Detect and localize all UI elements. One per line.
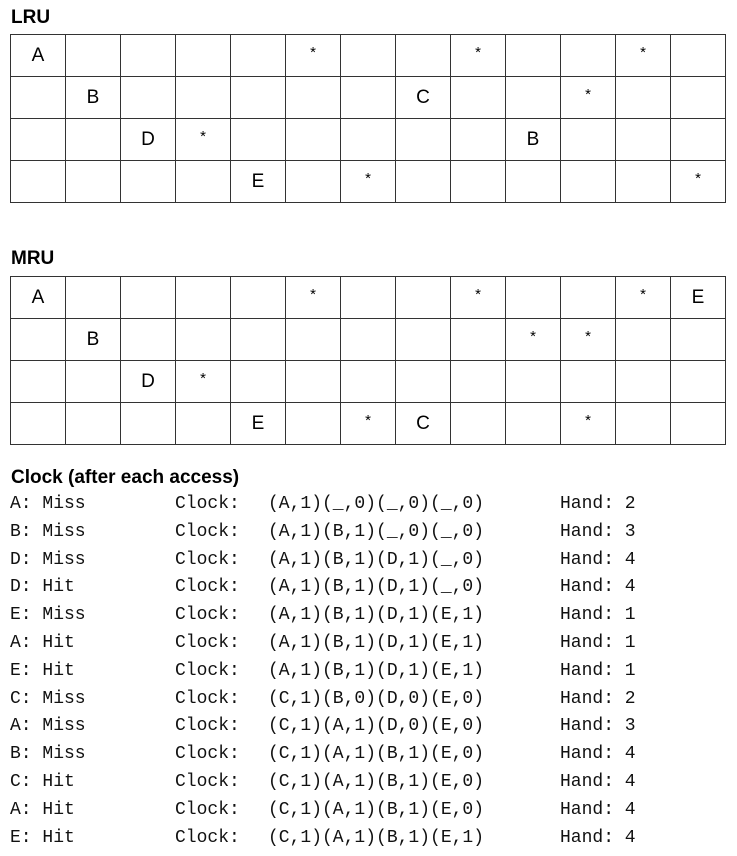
mru-cell: A xyxy=(11,277,66,319)
lru-cell xyxy=(451,77,506,119)
mru-cell xyxy=(671,319,726,361)
lru-cell xyxy=(341,77,396,119)
mru-cell xyxy=(616,319,671,361)
clock-hand: Hand: 1 xyxy=(560,605,636,626)
lru-cell: * xyxy=(616,35,671,77)
mru-cell xyxy=(506,277,561,319)
lru-cell: E xyxy=(231,161,286,203)
mru-cell xyxy=(451,361,506,403)
clock-state: (C,1)(A,1)(D,0)(E,0) xyxy=(268,716,485,737)
lru-cell xyxy=(176,77,231,119)
mru-cell: * xyxy=(561,319,616,361)
clock-hand: Hand: 1 xyxy=(560,660,636,681)
mru-cell xyxy=(396,277,451,319)
clock-hand: Hand: 3 xyxy=(560,521,636,542)
lru-cell xyxy=(231,77,286,119)
clock-access: B: Miss xyxy=(10,521,86,542)
mru-cell xyxy=(66,361,121,403)
mru-cell xyxy=(616,361,671,403)
clock-access: A: Miss xyxy=(10,494,86,514)
mru-grid xyxy=(10,276,726,445)
lru-cell xyxy=(66,35,121,77)
clock-access: E: Miss xyxy=(10,605,86,626)
lru-cell: * xyxy=(341,161,396,203)
lru-cell xyxy=(451,161,506,203)
lru-cell xyxy=(176,35,231,77)
clock-access: E: Hit xyxy=(10,827,75,848)
clock-label: Clock: xyxy=(175,633,240,653)
mru-cell xyxy=(396,361,451,403)
clock-access: D: Hit xyxy=(10,577,75,598)
mru-cell xyxy=(66,403,121,445)
clock-hand: Hand: 4 xyxy=(560,577,636,598)
lru-cell xyxy=(671,77,726,119)
lru-cell xyxy=(341,35,396,77)
clock-label: Clock: xyxy=(175,521,240,542)
lru-row xyxy=(11,161,726,203)
mru-cell xyxy=(11,403,66,445)
lru-row xyxy=(11,119,726,161)
clock-state: (C,1)(B,0)(D,0)(E,0) xyxy=(268,688,485,709)
lru-cell xyxy=(121,161,176,203)
lru-cell: A xyxy=(11,35,66,77)
lru-cell: * xyxy=(451,35,506,77)
clock-label: Clock: xyxy=(175,605,240,626)
lru-row xyxy=(11,77,726,119)
lru-cell xyxy=(616,161,671,203)
lru-cell: * xyxy=(561,77,616,119)
clock-state: (C,1)(A,1)(B,1)(E,1) xyxy=(268,827,485,848)
mru-cell xyxy=(671,361,726,403)
clock-hand: Hand: 1 xyxy=(560,633,636,653)
clock-label: Clock: xyxy=(175,549,240,570)
mru-cell: * xyxy=(341,403,396,445)
mru-cell xyxy=(231,319,286,361)
clock-label: Clock: xyxy=(175,744,240,765)
clock-label: Clock: xyxy=(175,660,240,681)
lru-cell xyxy=(121,35,176,77)
mru-cell xyxy=(231,277,286,319)
mru-cell xyxy=(506,403,561,445)
clock-state: (A,1)(B,1)(D,1)(E,1) xyxy=(268,660,485,681)
clock-hand: Hand: 4 xyxy=(560,744,636,765)
lru-cell xyxy=(616,119,671,161)
lru-cell xyxy=(561,161,616,203)
mru-cell xyxy=(561,361,616,403)
lru-cell: * xyxy=(286,35,341,77)
mru-cell: * xyxy=(616,277,671,319)
lru-cell xyxy=(11,77,66,119)
mru-cell: * xyxy=(451,277,506,319)
clock-access: A: Miss xyxy=(10,716,86,737)
clock-access: E: Hit xyxy=(10,660,75,681)
lru-cell xyxy=(616,77,671,119)
clock-hand: Hand: 4 xyxy=(560,827,636,848)
lru-grid xyxy=(10,34,726,203)
clock-access: C: Hit xyxy=(10,772,75,792)
mru-cell: E xyxy=(671,277,726,319)
lru-cell xyxy=(231,119,286,161)
mru-row xyxy=(11,361,726,403)
mru-cell xyxy=(561,277,616,319)
mru-cell xyxy=(341,361,396,403)
mru-cell xyxy=(286,403,341,445)
clock-access: A: Hit xyxy=(10,799,75,820)
mru-cell: C xyxy=(396,403,451,445)
mru-cell xyxy=(341,319,396,361)
lru-cell: C xyxy=(396,77,451,119)
lru-cell xyxy=(396,161,451,203)
mru-cell xyxy=(341,277,396,319)
clock-label: Clock: xyxy=(175,688,240,709)
clock-label: Clock: xyxy=(175,799,240,820)
clock-state: (C,1)(A,1)(B,1)(E,0) xyxy=(268,744,485,765)
lru-cell xyxy=(506,77,561,119)
clock-access: C: Miss xyxy=(10,688,86,709)
clock-state: (C,1)(A,1)(B,1)(E,0) xyxy=(268,772,485,792)
mru-row xyxy=(11,319,726,361)
clock-label: Clock: xyxy=(175,827,240,848)
lru-cell xyxy=(506,161,561,203)
clock-label: Clock: xyxy=(175,716,240,737)
lru-cell xyxy=(396,35,451,77)
clock-hand: Hand: 4 xyxy=(560,772,636,792)
clock-access: A: Hit xyxy=(10,633,75,653)
mru-cell xyxy=(671,403,726,445)
mru-cell xyxy=(451,319,506,361)
mru-cell xyxy=(121,277,176,319)
lru-cell xyxy=(231,35,286,77)
mru-cell xyxy=(286,361,341,403)
lru-cell: * xyxy=(176,119,231,161)
clock-state: (A,1)(B,1)(D,1)(E,1) xyxy=(268,605,485,626)
mru-cell: * xyxy=(506,319,561,361)
lru-cell: D xyxy=(121,119,176,161)
clock-state: (A,1)(B,1)(D,1)(E,1) xyxy=(268,633,485,653)
lru-row xyxy=(11,35,726,77)
lru-cell xyxy=(671,35,726,77)
lru-cell xyxy=(451,119,506,161)
clock-label: Clock: xyxy=(175,494,240,514)
lru-cell xyxy=(66,161,121,203)
mru-cell: B xyxy=(66,319,121,361)
clock-title: Clock (after each access) xyxy=(11,467,240,488)
clock-hand: Hand: 4 xyxy=(560,799,636,820)
mru-cell xyxy=(506,361,561,403)
clock-state: (C,1)(A,1)(B,1)(E,0) xyxy=(268,799,485,820)
mru-cell xyxy=(66,277,121,319)
mru-cell xyxy=(11,361,66,403)
mru-row xyxy=(11,277,726,319)
mru-cell: D xyxy=(121,361,176,403)
mru-row xyxy=(11,403,726,445)
mru-cell: * xyxy=(176,361,231,403)
mru-cell xyxy=(231,361,286,403)
clock-state: (A,1)(B,1)(D,1)(_,0) xyxy=(268,577,485,598)
lru-cell xyxy=(286,77,341,119)
lru-title: LRU xyxy=(11,7,51,28)
mru-cell xyxy=(396,319,451,361)
mru-cell: * xyxy=(561,403,616,445)
mru-cell xyxy=(451,403,506,445)
mru-cell xyxy=(286,319,341,361)
mru-cell xyxy=(176,319,231,361)
clock-label: Clock: xyxy=(175,577,240,598)
mru-cell xyxy=(176,277,231,319)
lru-cell xyxy=(286,119,341,161)
mru-cell xyxy=(121,319,176,361)
clock-hand: Hand: 4 xyxy=(560,549,636,570)
mru-cell xyxy=(176,403,231,445)
lru-cell xyxy=(176,161,231,203)
mru-cell xyxy=(11,319,66,361)
lru-cell xyxy=(561,119,616,161)
lru-cell: * xyxy=(671,161,726,203)
lru-cell xyxy=(506,35,561,77)
lru-cell xyxy=(561,35,616,77)
mru-cell: * xyxy=(286,277,341,319)
mru-title: MRU xyxy=(11,248,55,269)
lru-cell xyxy=(341,119,396,161)
lru-cell xyxy=(11,119,66,161)
lru-cell xyxy=(396,119,451,161)
clock-state: (A,1)(B,1)(D,1)(_,0) xyxy=(268,549,485,570)
lru-cell xyxy=(11,161,66,203)
mru-cell: E xyxy=(231,403,286,445)
clock-access: D: Miss xyxy=(10,549,86,570)
clock-hand: Hand: 2 xyxy=(560,494,636,514)
clock-state: (A,1)(B,1)(_,0)(_,0) xyxy=(268,521,485,542)
clock-hand: Hand: 3 xyxy=(560,716,636,737)
lru-cell xyxy=(671,119,726,161)
lru-cell xyxy=(121,77,176,119)
lru-cell: B xyxy=(506,119,561,161)
clock-hand: Hand: 2 xyxy=(560,688,636,709)
lru-cell xyxy=(66,119,121,161)
mru-cell xyxy=(121,403,176,445)
clock-state: (A,1)(_,0)(_,0)(_,0) xyxy=(268,494,485,514)
clock-label: Clock: xyxy=(175,772,240,792)
mru-cell xyxy=(616,403,671,445)
lru-cell: B xyxy=(66,77,121,119)
lru-cell xyxy=(286,161,341,203)
clock-access: B: Miss xyxy=(10,744,86,765)
